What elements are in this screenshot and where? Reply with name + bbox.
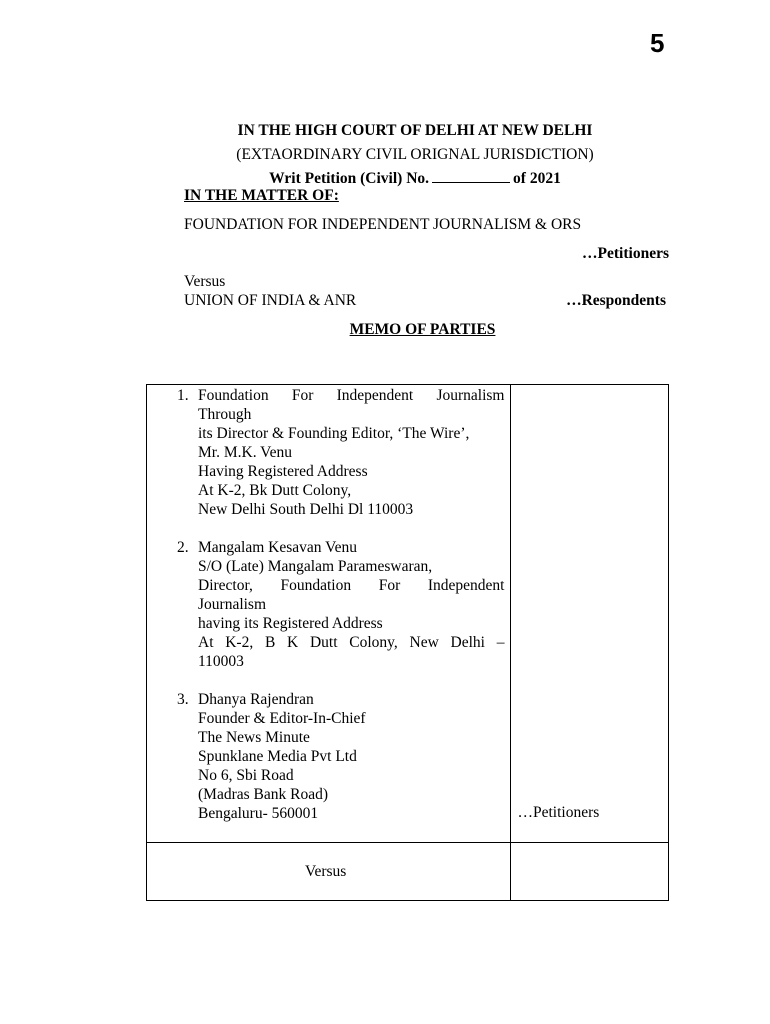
party-number: 3.: [177, 691, 189, 708]
party-line: Founder & Editor-In-Chief: [198, 710, 366, 727]
party-line: The News Minute: [198, 729, 310, 746]
jurisdiction: (EXTAORDINARY CIVIL ORIGNAL JURISDICTION): [236, 146, 594, 163]
party-line: Mangalam Kesavan Venu: [198, 539, 357, 556]
in-the-matter-heading: IN THE MATTER OF:: [184, 187, 339, 204]
party-line: having its Registered Address: [198, 615, 383, 632]
party-number: 1.: [177, 387, 189, 404]
petitioner-name: FOUNDATION FOR INDEPENDENT JOURNALISM & ORS: [184, 216, 582, 233]
memo-title: MEMO OF PARTIES: [349, 321, 496, 338]
versus-role-cell: [511, 843, 669, 901]
party-line: New Delhi South Delhi Dl 110003: [198, 501, 414, 518]
respondent-name: UNION OF INDIA & ANR: [184, 292, 357, 309]
party-line: (Madras Bank Road): [198, 786, 328, 803]
versus-cell: [147, 843, 511, 901]
memo-of-parties-table: [146, 384, 669, 901]
respondents-label: …Respondents: [566, 292, 666, 309]
table-petitioners-label: …Petitioners: [517, 804, 600, 821]
court-title: IN THE HIGH COURT OF DELHI AT NEW DELHI: [237, 122, 593, 139]
party-list: [147, 386, 510, 823]
petition-suffix: of 2021: [513, 170, 561, 187]
party-line: Having Registered Address: [198, 463, 368, 480]
party-line: No 6, Sbi Road: [198, 767, 294, 784]
party-line: Foundation For Independent Journalism: [198, 387, 505, 404]
party-line: S/O (Late) Mangalam Parameswaran,: [198, 558, 433, 575]
parties-cell: [147, 385, 511, 843]
versus-text: Versus: [184, 273, 226, 290]
petition-prefix: Writ Petition (Civil) No.: [269, 170, 430, 187]
petition-number-blank: [432, 170, 510, 183]
party-line: Mr. M.K. Venu: [198, 444, 293, 461]
party-item-1: [147, 386, 510, 519]
party-line: Through: [198, 406, 252, 423]
party-line: At K-2, Bk Dutt Colony,: [198, 482, 352, 499]
party-item-2: [147, 538, 510, 671]
party-line: Director, Foundation For Independent: [198, 577, 505, 594]
party-line: 110003: [198, 653, 244, 670]
petitioners-label: …Petitioners: [582, 245, 669, 262]
party-line: Journalism: [198, 596, 267, 613]
party-line: Spunklane Media Pvt Ltd: [198, 748, 357, 765]
party-item-3: [147, 690, 510, 823]
party-line: Dhanya Rajendran: [198, 691, 314, 708]
role-cell: [511, 385, 669, 843]
party-number: 2.: [177, 539, 189, 556]
party-line: At K-2, B K Dutt Colony, New Delhi –: [198, 634, 505, 651]
parties-row: [147, 385, 669, 843]
table-versus-text: Versus: [305, 863, 347, 880]
party-line: Bengaluru- 560001: [198, 805, 319, 822]
petition-number-line: [0, 169, 770, 188]
party-line: its Director & Founding Editor, ‘The Wire’,: [198, 425, 470, 442]
versus-row: [147, 843, 669, 901]
page-number: 5: [650, 28, 665, 58]
